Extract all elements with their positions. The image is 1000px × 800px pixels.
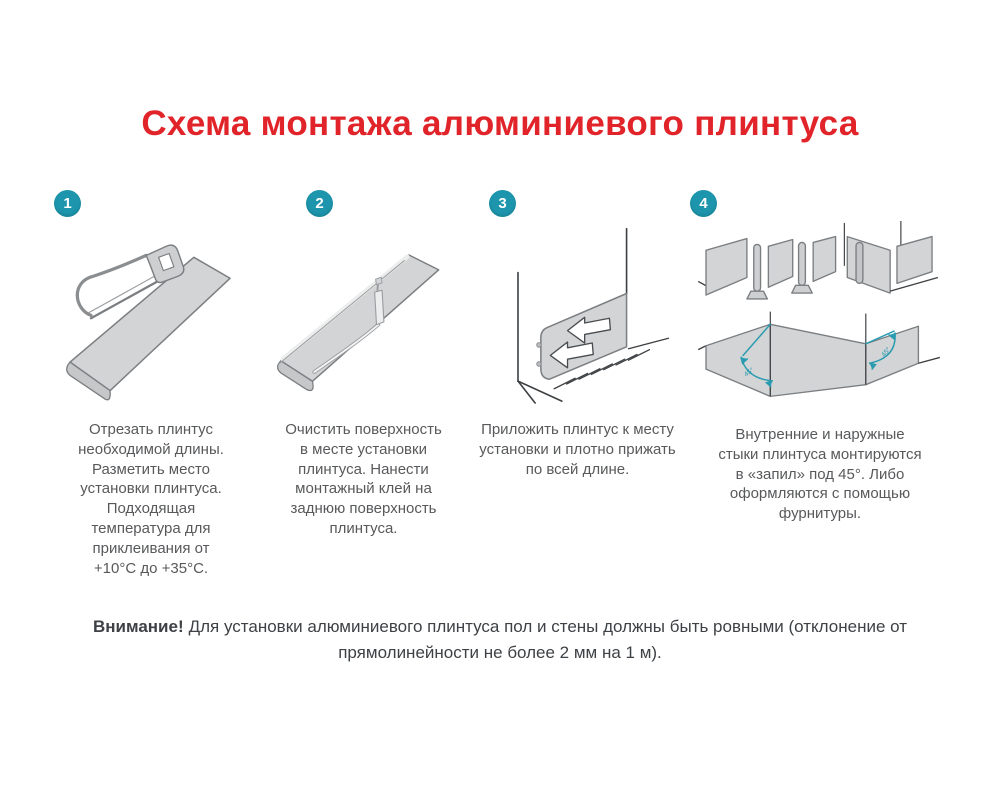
step-column-4 <box>690 190 950 578</box>
step-3-description: Приложить плинтус к месту установки и плотно прижать по всей длине. <box>479 421 676 478</box>
warning-label: Внимание! <box>92 617 184 637</box>
outer-corner-angle-label: 45° <box>743 366 756 379</box>
page-title: Схема монтажа алюминиевого плинтуса <box>141 104 859 143</box>
step-2-description: Очистить поверхность в месте установки плинтуса. Нанести монтажный клей на заднюю поверхность плинтуса. <box>285 421 442 537</box>
step-2-badge <box>306 190 333 217</box>
press-to-wall-illustration <box>478 221 678 406</box>
step-column-1 <box>40 190 262 578</box>
step-1-number: 1 <box>63 195 72 212</box>
step-column-3 <box>465 190 690 578</box>
step-4-number: 4 <box>699 195 708 212</box>
step-4-description: Внутренние и наружные стыки плинтуса монтируются в «запил» под 45°. Либо оформляются с помощью фурнитуры. <box>718 426 922 523</box>
warning-text: Для установки алюминиевого плинтуса пол и стены должны быть ровными (отклонение от прямолинейности не более 2 мм на 1 м). <box>188 617 908 662</box>
step-3-number: 3 <box>498 195 507 212</box>
inner-corner-angle-label: 45° <box>880 346 893 359</box>
step-2-number: 2 <box>315 195 324 212</box>
steps-row <box>0 190 1000 578</box>
step-3-badge <box>489 190 516 217</box>
step-1-description: Отрезать плинтус необходимой длины. Разметить место установки плинтуса. Подходящая температура для приклеивания от +10°С до +35°С. <box>78 421 224 577</box>
glue-application-illustration <box>266 221 461 406</box>
step-column-2 <box>262 190 465 578</box>
corner-joints-illustration <box>695 221 945 411</box>
step-1-badge <box>54 190 81 217</box>
warning-note <box>60 614 940 665</box>
step-4-badge <box>690 190 717 217</box>
hacksaw-cutting-illustration <box>51 221 251 406</box>
